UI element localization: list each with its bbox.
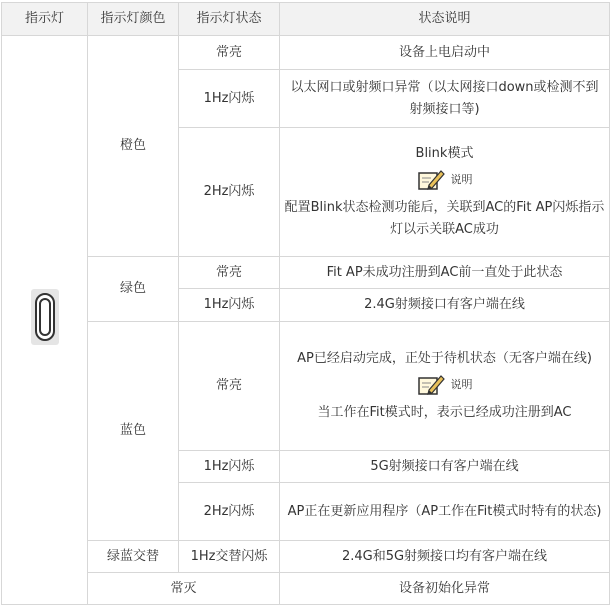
- description-cell: Fit AP未成功注册到AC前一直处于此状态: [280, 257, 610, 289]
- state-cell: 1Hz交替闪烁: [179, 541, 280, 573]
- table-row: [2, 36, 610, 70]
- header-indicator: 指示灯: [2, 3, 88, 36]
- table-row: [2, 322, 610, 451]
- color-cell-alternate: 绿蓝交替: [88, 541, 179, 573]
- description-cell: [280, 128, 610, 257]
- note: [284, 373, 605, 397]
- table-row: [2, 573, 610, 605]
- table-row: [2, 541, 610, 573]
- note-label: 说明: [450, 173, 473, 186]
- description-text: 当工作在Fit模式时，表示已经成功注册到AC: [317, 405, 572, 420]
- description-cell: 2.4G射频接口有客户端在线: [280, 289, 610, 322]
- header-state: 指示灯状态: [179, 3, 280, 36]
- table-header-row: [2, 3, 610, 36]
- led-status-table: [1, 2, 610, 605]
- state-cell: 常亮: [179, 322, 280, 451]
- description-cell: 设备上电启动中: [280, 36, 610, 70]
- description-cell: 以太网口或射频口异常（以太网接口down或检测不到射频接口等): [280, 70, 610, 128]
- note-pencil-icon: [417, 168, 445, 192]
- state-cell: 常亮: [179, 257, 280, 289]
- description-text: Blink模式: [415, 146, 474, 161]
- state-cell: 2Hz闪烁: [179, 483, 280, 541]
- description-cell: [280, 322, 610, 451]
- table-row: [2, 257, 610, 289]
- note-pencil-icon: [417, 373, 445, 397]
- note: [284, 168, 605, 192]
- state-cell: 1Hz闪烁: [179, 289, 280, 322]
- state-cell-off: 常灭: [88, 573, 280, 605]
- description-text: 配置Blink状态检测功能后，关联到AC的Fit AP闪烁指示灯以示关联AC成功: [284, 200, 605, 237]
- description-text: AP已经启动完成，正处于待机状态（无客户端在线): [297, 351, 592, 366]
- header-description: 状态说明: [280, 3, 610, 36]
- color-cell-green: 绿色: [88, 257, 179, 322]
- header-color: 指示灯颜色: [88, 3, 179, 36]
- description-cell: 设备初始化异常: [280, 573, 610, 605]
- note-label: 说明: [450, 378, 473, 391]
- state-cell: 2Hz闪烁: [179, 128, 280, 257]
- state-cell: 1Hz闪烁: [179, 70, 280, 128]
- description-cell: 5G射频接口有客户端在线: [280, 451, 610, 483]
- state-cell: 常亮: [179, 36, 280, 70]
- color-cell-blue: 蓝色: [88, 322, 179, 541]
- led-indicator-icon: [31, 289, 59, 345]
- description-cell: AP正在更新应用程序（AP工作在Fit模式时特有的状态): [280, 483, 610, 541]
- description-cell: 2.4G和5G射频接口均有客户端在线: [280, 541, 610, 573]
- state-cell: 1Hz闪烁: [179, 451, 280, 483]
- indicator-cell: [2, 36, 88, 605]
- color-cell-orange: 橙色: [88, 36, 179, 257]
